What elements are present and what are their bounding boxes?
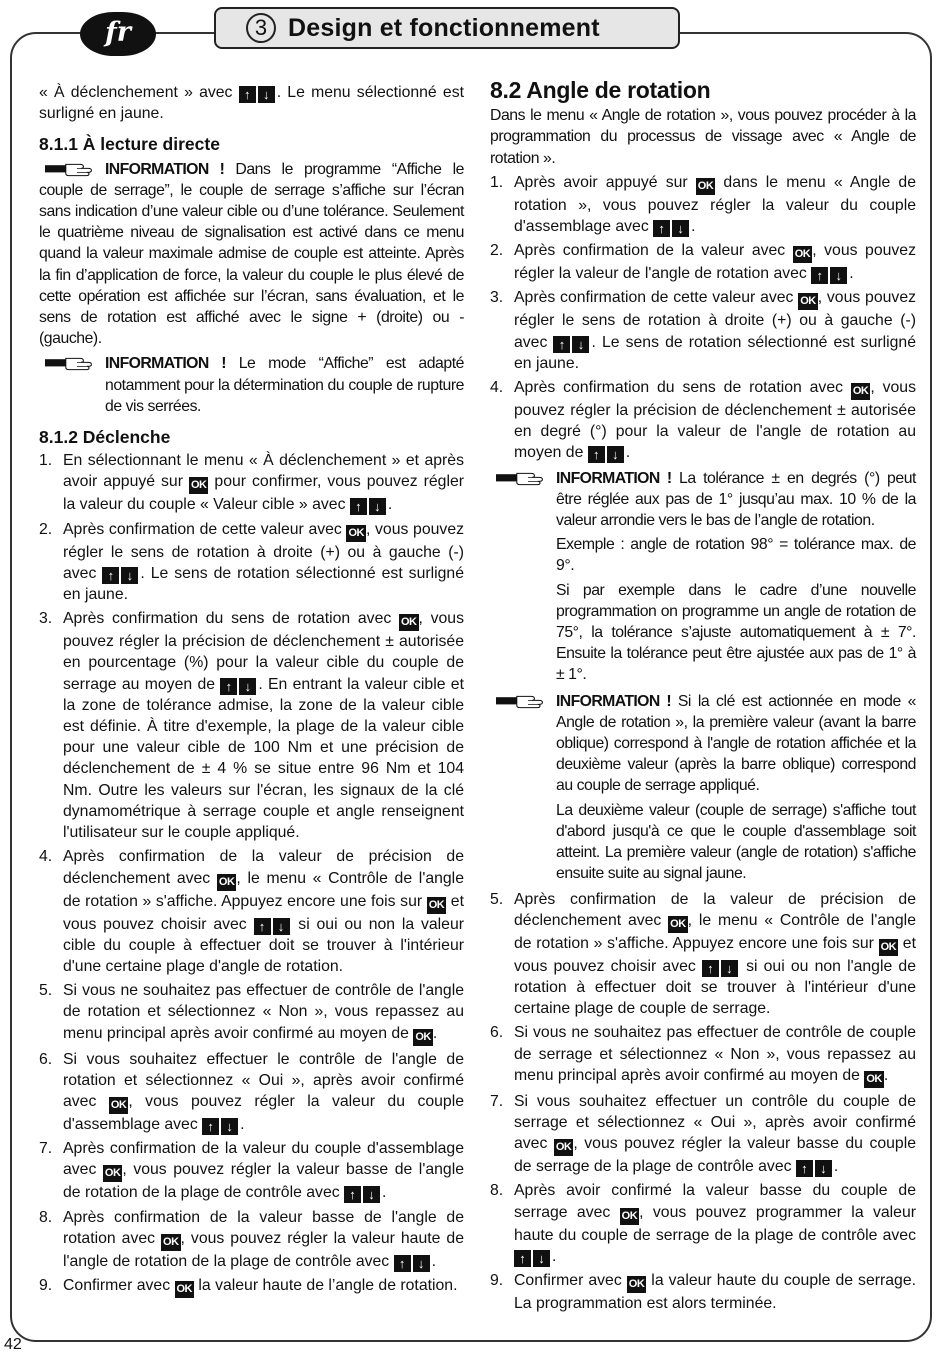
arrow-up-key-icon: ↑	[102, 567, 119, 584]
arrow-down-key-icon: ↓	[121, 567, 138, 584]
arrow-up-key-icon: ↑	[220, 678, 237, 695]
arrow-down-key-icon: ↓	[239, 678, 256, 695]
arrow-up-key-icon: ↑	[254, 918, 271, 935]
arrow-up-key-icon: ↑	[350, 498, 367, 515]
arrow-down-key-icon: ↓	[413, 1255, 430, 1272]
list-item: 6. Si vous souhaitez effectuer le contrôle de l'angle de rotation et sélectionnez « Oui », après avoir confirmé avec OK , vous pouvez régler la valeur du couple d'assemblage avec ↑ ↓ .	[39, 1050, 464, 1134]
ok-key-icon: OK	[413, 1029, 433, 1046]
arrow-up-key-icon: ↑	[344, 1186, 361, 1203]
heading-8-1-1: 8.1.1 À lecture directe	[39, 134, 220, 155]
list-item: 1. En sélectionnant le menu « À déclenchement » et après avoir appuyé sur OK pour confirmer, vous pouvez régler la valeur du couple « Valeur cible » avec ↑ ↓ .	[39, 452, 464, 515]
right-column	[490, 77, 916, 1317]
pointing-hand-icon	[490, 471, 550, 487]
ok-key-icon: OK	[217, 874, 237, 891]
ok-key-icon: OK	[189, 477, 209, 494]
ok-key-icon: OK	[864, 1071, 884, 1088]
arrow-up-key-icon: ↑	[202, 1118, 219, 1135]
language-badge: fr	[80, 12, 156, 56]
arrow-up-key-icon: ↑	[553, 336, 570, 353]
arrow-up-key-icon: ↑	[653, 220, 670, 237]
information-note-3: INFORMATION ! La tolérance ± en degrés (°) peut être réglée aux pas de 1° jusqu’au max. 10 % de la valeur arrondie vers le bas de l’angle de rotation. Exemple : angle de rotation 98° = tolérance max. de 9°. Si par exemple dans le cadre d’une nouvelle programmation on programme un angle de rotation de 75°, la tolérance s’ajuste automatiquement à ± 7°. Ensuite la tolérance peut être ajustée aux pas de 1° à ± 1°.	[490, 468, 916, 686]
left-column	[39, 82, 464, 1301]
list-item: 2. Après confirmation de la valeur avec OK , vous pouvez régler la valeur de l'angle de rotation avec ↑ ↓ .	[490, 242, 916, 284]
arrow-down-key-icon: ↓	[258, 86, 275, 103]
list-item: 4. Après confirmation de la valeur de précision de déclenchement avec OK , le menu « Contrôle de l'angle de rotation » s'affiche. Appuyez encore une fois sur OK et vous pouvez choisir avec ↑ ↓ si oui ou non la valeur cible du couple à effectuer doit se trouver à l'intérieur d'une certaine plage d'angle de rotation.	[39, 848, 464, 975]
arrow-up-key-icon: ↑	[239, 86, 256, 103]
list-item: 3. Après confirmation de cette valeur avec OK , vous pouvez régler le sens de rotation à droite (+) ou à gauche (-) avec ↑ ↓ . Le sens de rotation sélectionné est surligné en jaune.	[490, 289, 916, 372]
ok-key-icon: OK	[696, 178, 716, 195]
ok-key-icon: OK	[554, 1139, 574, 1156]
arrow-up-key-icon: ↑	[514, 1250, 531, 1267]
ok-key-icon: OK	[879, 939, 899, 956]
pointing-hand-icon	[39, 356, 99, 372]
arrow-down-key-icon: ↓	[721, 960, 738, 977]
page-number: 42	[4, 1336, 22, 1353]
arrow-down-key-icon: ↓	[672, 220, 689, 237]
arrow-down-key-icon: ↓	[607, 446, 624, 463]
section-title: Design et fonctionnement	[288, 13, 600, 42]
section-header	[214, 7, 680, 49]
arrow-up-key-icon: ↑	[588, 446, 605, 463]
arrow-down-key-icon: ↓	[273, 918, 290, 935]
list-item: 6. Si vous ne souhaitez pas effectuer de contrôle de couple de serrage et sélectionnez « Non », vous repassez au menu principal après avoir confirmé au moyen de OK .	[490, 1022, 916, 1087]
ok-key-icon: OK	[109, 1097, 129, 1114]
list-item: 9. Confirmer avec OK la valeur haute de l’angle de rotation.	[39, 1275, 464, 1298]
list-item: 5. Si vous ne souhaitez pas effectuer de contrôle de l'angle de rotation et sélectionnez « Non », vous repassez au menu principal après avoir confirmé au moyen de OK .	[39, 980, 464, 1045]
intro-paragraph-right: Dans le menu « Angle de rotation », vous pouvez procéder à la programmation du processus de vissage avec « Angle de rotation ».	[490, 107, 916, 167]
section-number: 3	[246, 13, 276, 43]
list-item: 5. Après confirmation de la valeur de précision de déclenchement avec OK , le menu « Contrôle de l'angle de rotation » s'affiche. Appuyez encore une fois sur OK et vous pouvez choisir avec ↑ ↓ si oui ou non l'angle de rotation à effectuer doit se trouver à l'intérieur d'une certaine plage de couple de serrage.	[490, 890, 916, 1018]
list-item: 4. Après confirmation du sens de rotation avec OK , vous pouvez régler la précision de déclenchement ± autorisée en degré (°) pour la valeur de l'angle de rotation au moyen de ↑ ↓ .	[490, 379, 916, 463]
list-item: 2. Après confirmation de cette valeur avec OK , vous pouvez régler le sens de rotation à droite (+) ou à gauche (-) avec ↑ ↓ . Le sens de rotation sélectionné est surligné en jaune.	[39, 520, 464, 604]
list-item: 8. Après avoir confirmé la valeur basse du couple de serrage avec OK , vous pouvez programmer la valeur haute du couple de serrage de la plage de contrôle avec ↑ ↓ .	[490, 1182, 916, 1266]
ok-key-icon: OK	[620, 1208, 640, 1225]
steps-list-left	[39, 450, 464, 1298]
arrow-down-key-icon: ↓	[533, 1250, 550, 1267]
ok-key-icon: OK	[851, 383, 871, 400]
ok-key-icon: OK	[668, 916, 688, 933]
arrow-down-key-icon: ↓	[363, 1186, 380, 1203]
ok-key-icon: OK	[346, 525, 366, 542]
ok-key-icon: OK	[161, 1234, 181, 1251]
arrow-up-key-icon: ↑	[394, 1255, 411, 1272]
ok-key-icon: OK	[427, 897, 447, 914]
ok-key-icon: OK	[103, 1165, 123, 1182]
pointing-hand-icon	[39, 162, 99, 178]
heading-8-1-2: 8.1.2 Déclenche	[39, 427, 171, 448]
list-item: 3. Après confirmation du sens de rotation avec OK , vous pouvez régler la précision de déclenchement ± autorisée en pourcentage (%) pour la valeur cible du couple de serrage au moyen de ↑ ↓ . En entrant la valeur cible et la zone de tolérance admise, la zone de la valeur cible est définie. À titre d'exemple, la plage de la valeur cible pour une valeur cible de 100 Nm et une précision de déclenchement de ± 4 % se situe entre 96 Nm et 104 Nm. Outre les valeurs sur l'écran, les signaux de la clé dynamométrique à serrage couple et angle renseignent l'utilisateur sur le couple appliqué.	[39, 610, 464, 842]
heading-8-2: 8.2 Angle de rotation	[490, 77, 711, 103]
intro-paragraph: « À déclenchement » avec ↑ ↓ . Le menu sélectionné est surligné en jaune.	[39, 84, 465, 123]
list-item: 9. Confirmer avec OK la valeur haute du couple de serrage. La programmation est alors terminée.	[490, 1271, 916, 1312]
steps-list-right-a	[490, 172, 916, 464]
pointing-hand-icon	[490, 694, 550, 710]
arrow-down-key-icon: ↓	[572, 336, 589, 353]
list-item: 8. Après confirmation de la valeur basse de l'angle de rotation avec OK , vous pouvez régler la valeur haute de l'angle de rotation de la plage de contrôle avec ↑ ↓ .	[39, 1208, 464, 1271]
arrow-down-key-icon: ↓	[830, 267, 847, 284]
list-item: 7. Après confirmation de la valeur du couple d'assemblage avec OK , vous pouvez régler la valeur basse de l'angle de rotation de la plage de contrôle avec ↑ ↓ .	[39, 1140, 464, 1203]
arrow-up-key-icon: ↑	[811, 267, 828, 284]
arrow-down-key-icon: ↓	[221, 1118, 238, 1135]
ok-key-icon: OK	[798, 293, 818, 310]
information-note-1: INFORMATION ! Dans le programme “Affiche le couple de serrage”, le couple de serrage s’affiche sur l’écran sans indication d’une valeur cible ou d’une tolérance. Seulement le quatrième niveau de signalisation est activé dans ce menu quand la valeur maximale admise de couple est atteinte. Après la fin d’application de force, la valeur du couple le plus élevé de cette opération est affichée sur l’écran, sans évaluation, et le sens de rotation est affiché avec le signe + (droite) ou - (gauche).	[39, 160, 464, 348]
list-item: 7. Si vous souhaitez effectuer un contrôle du couple de serrage et sélectionnez « Oui », après avoir confirmé avec OK , vous pouvez régler la valeur basse du couple de serrage de la plage de contrôle avec ↑ ↓ .	[490, 1092, 916, 1177]
arrow-down-key-icon: ↓	[815, 1160, 832, 1177]
information-note-2: INFORMATION ! Le mode “Affiche” est adapté notamment pour la détermination du couple de rupture de vis serrées.	[39, 353, 464, 417]
arrow-down-key-icon: ↓	[369, 498, 386, 515]
information-note-4: INFORMATION ! Si la clé est actionnée en mode « Angle de rotation », la première valeur (avant la barre oblique) correspond à l'angle de rotation affichée et la deuxième valeur (après la barre oblique) correspond au couple de serrage appliqué. La deuxième valeur (couple de serrage) s'affiche tout d'abord jusqu'à ce que le couple d'assemblage soit atteint. La première valeur (angle de rotation) s'affiche ensuite suite au signal jaune.	[490, 691, 916, 885]
ok-key-icon: OK	[627, 1276, 647, 1293]
ok-key-icon: OK	[399, 614, 419, 631]
steps-list-right-b	[490, 889, 916, 1315]
list-item: 1. Après avoir appuyé sur OK dans le menu « Angle de rotation », vous pouvez régler la valeur du couple d'assemblage avec ↑ ↓ .	[490, 173, 916, 237]
arrow-up-key-icon: ↑	[702, 960, 719, 977]
ok-key-icon: OK	[793, 246, 813, 263]
arrow-up-key-icon: ↑	[796, 1160, 813, 1177]
ok-key-icon: OK	[175, 1281, 195, 1298]
